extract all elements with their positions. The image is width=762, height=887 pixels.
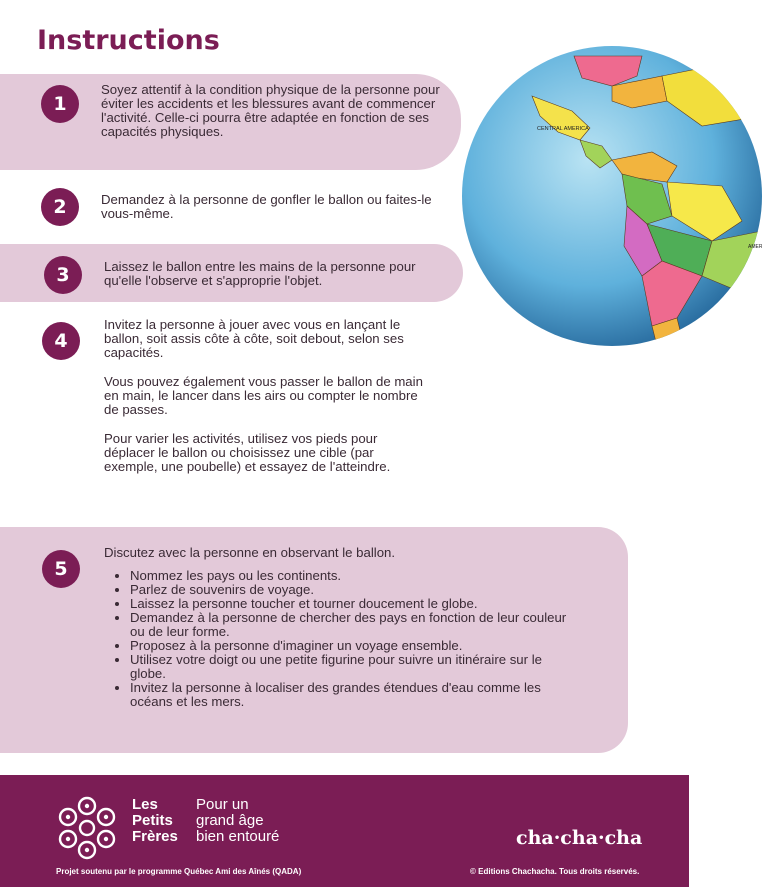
step-5-text [104, 546, 574, 709]
step-5-intro: Discutez avec la personne en observant le ballon. [104, 545, 396, 560]
logo-tagline-line: grand âge [196, 812, 264, 829]
page-title: Instructions [37, 25, 220, 56]
list-item: • Laissez la personne toucher et tourner doucement le globe. [130, 597, 574, 611]
step-3-text: Laissez le ballon entre les mains de la personne pour qu'elle l'observe et s'approprie l'objet. [104, 259, 416, 288]
logo-name [132, 797, 178, 845]
step-2-number: 2 [41, 188, 79, 226]
step-1-number: 1 [41, 85, 79, 123]
logo-name-line: Petits [132, 812, 173, 829]
step-3-number: 3 [44, 256, 82, 294]
step-5-number: 5 [42, 550, 80, 588]
list-item: • Invitez la personne à localiser des grandes étendues d'eau comme les océans et les mers. [130, 681, 574, 709]
globe-label-amer: AMER [748, 244, 762, 250]
step-4-text [104, 318, 424, 474]
list-item: • Parlez de souvenirs de voyage. [130, 583, 574, 597]
copyright: © Editions Chachacha. Tous droits réservés. [470, 867, 640, 876]
step-4-paragraph-3: Pour varier les activités, utilisez vos pieds pour déplacer le ballon ou choisissez une cible (par exemple, une poubelle) et essayez de l'atteindre. [104, 431, 391, 474]
logo-tagline-line: Pour un [196, 796, 249, 813]
list-item: • Demandez à la personne de chercher des pays en fonction de leur couleur ou de leur forme. [130, 611, 574, 639]
step-4-paragraph-2: Vous pouvez également vous passer le ballon de main en main, le lancer dans les airs ou compter le nombre de passes. [104, 374, 423, 417]
step-4-number: 4 [42, 322, 80, 360]
globe-label-central-america: CENTRAL AMERICA [537, 126, 589, 132]
step-1-text: Soyez attentif à la condition physique de la personne pour éviter les accidents et les blessures avant de commencer l'activité. Celle-ci pourra être adaptée en fonction de ses capacités physiques. [101, 82, 440, 139]
petits-freres-logo-icon [52, 793, 122, 863]
step-4-paragraph-1: Invitez la personne à jouer avec vous en lançant le ballon, soit assis côte à côte, soit debout, selon ses capacités. [104, 317, 404, 360]
globe-image [462, 56, 762, 336]
step-5-bullet-list [104, 569, 574, 709]
list-item: • Nommez les pays ou les continents. [130, 569, 574, 583]
brand-logo: cha·cha·cha [516, 827, 643, 849]
logo-name-line: Frères [132, 828, 178, 845]
logo-tagline-line: bien entouré [196, 828, 280, 845]
footer [0, 775, 689, 887]
list-item: • Proposez à la personne d'imaginer un voyage ensemble. [130, 639, 574, 653]
step-2-text: Demandez à la personne de gonfler le ballon ou faites-le vous-même. [101, 192, 432, 221]
logo-name-line: Les [132, 796, 158, 813]
logo-tagline [196, 797, 279, 845]
project-credit: Projet soutenu par le programme Québec Ami des Aînés (QADA) [56, 867, 302, 876]
list-item: • Utilisez votre doigt ou une petite figurine pour suivre un itinéraire sur le globe. [130, 653, 574, 681]
